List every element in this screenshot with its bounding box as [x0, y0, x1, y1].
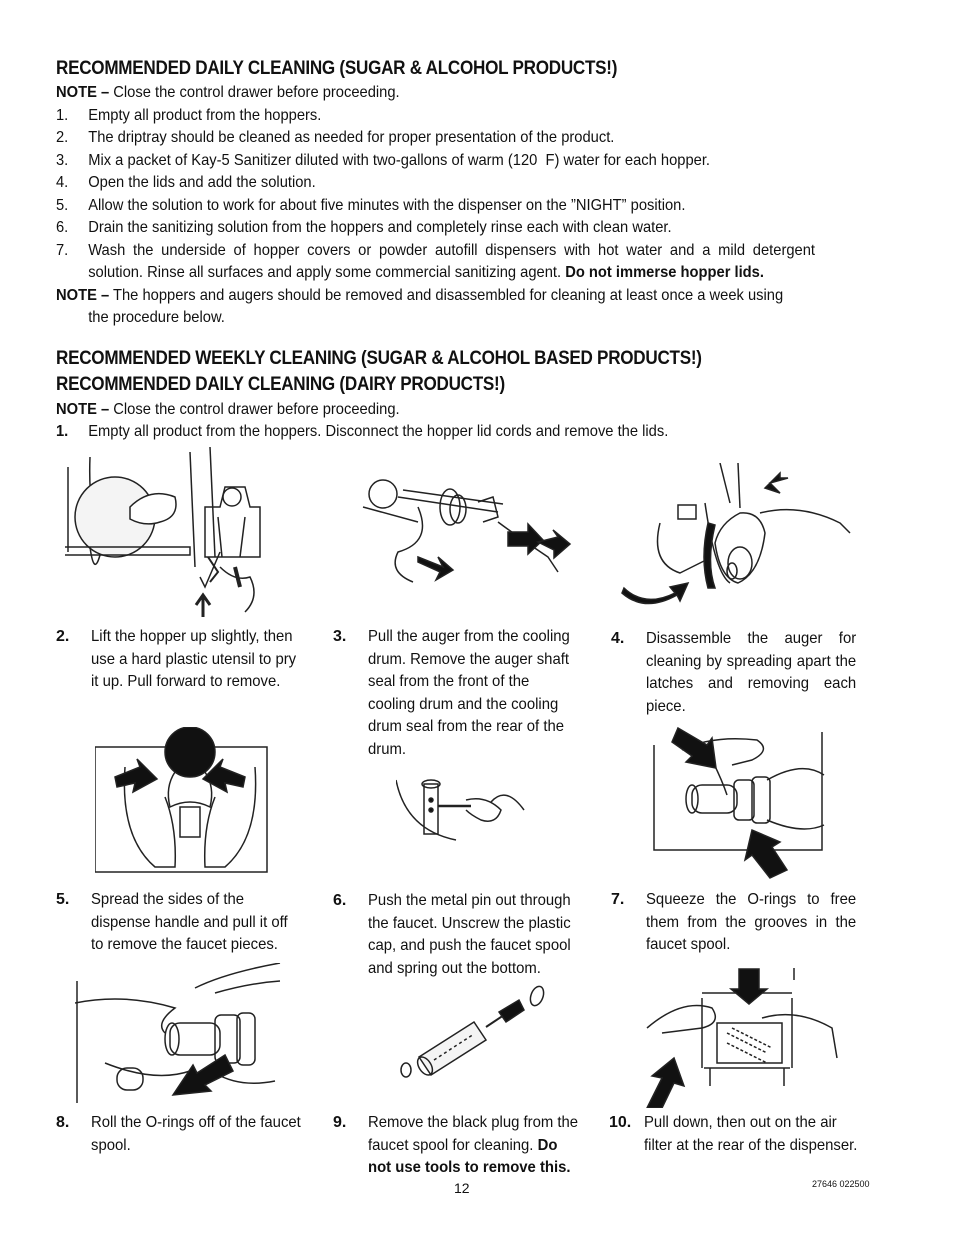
faucet-pin-illustration: [396, 770, 526, 850]
auger-disassemble-illustration: [620, 463, 855, 608]
handle-spread-illustration: [95, 727, 270, 877]
section-heading-daily-sugar: RECOMMENDED DAILY CLEANING (SUGAR & ALCOHOL PRODUCTS!): [56, 58, 618, 79]
note-text: Close the control drawer before proceeding.: [109, 84, 400, 101]
o-ring-roll-illustration: [75, 963, 285, 1108]
section-heading-weekly: RECOMMENDED WEEKLY CLEANING (SUGAR & ALCOHOL BASED PRODUCTS!): [56, 348, 702, 369]
section-heading-dairy: RECOMMENDED DAILY CLEANING (DAIRY PRODUCTS!): [56, 374, 505, 395]
black-plug-illustration: [394, 982, 554, 1082]
note-line: NOTE – Close the control drawer before proceeding.: [56, 401, 400, 418]
auger-pull-illustration: [358, 462, 578, 597]
warning-text: Do not immerse hopper lids.: [565, 264, 764, 281]
air-filter-illustration: [642, 968, 842, 1108]
warning-text: Do not use tools to remove this.: [368, 1136, 571, 1176]
o-ring-squeeze-illustration: [652, 720, 827, 885]
hopper-removal-illustration: [60, 447, 280, 622]
document-code: 27646 022500: [812, 1179, 870, 1189]
note-line: [56, 82, 792, 105]
note-label: NOTE –: [56, 84, 110, 101]
manual-page: RECOMMENDED DAILY CLEANING (SUGAR & ALCOHOL PRODUCTS!) NOTE – Close the control drawer before proceeding. 1. Empty all product from the hoppers. 2. The driptray should be cleaned as needed for proper presentation of the product. 3. Mix a packet of Kay-5 Sanitizer diluted with two-gallons of warm (120 F) water for each hopper. 4. Open the lids and add the solution. 5. Allow the solution to work for about five minutes with the dispenser on the ”NIGHT” position. 6. Drain the sanitizing solution from the hoppers and completely rinse each with clean water. 7. Wash the underside of hopper covers or powder autofill dispensers with hot water and a mild detergent solution. Rinse all surfaces and apply some commercial sanitizing agent. Do not immerse hopper lids. NOTE – The hoppers and augers should be removed and disassembled for cleaning at least once a week using the procedure below. RECOMMENDED WEEKLY CLEANING (SUGAR & ALCOHOL BASED PRODUCTS!) RECOMMENDED DAILY CLEANING (DAIRY PRODUCTS!) NOTE – Close the control drawer before proceeding. 1. Empty all product from the hoppers. Disconnect the hopper lid cords and remove the lids. 2. Lift the hopper up slightly, then use a hard plastic utensil to pry it up. Pull forward to remove. 3. Pull the auger from the cooling drum. Remove the auger shaft seal from the front of the cooling drum and the cooling drum seal from the rear of the drum. 4. Disassemble the auger for cleaning by spreading apart the latches and removing each piece. 5. Spread the sides of the dispense handle and pull it off to remove the faucet pieces. 6. Push the metal pin out through the faucet. Unscrew the plastic cap, and push the faucet spool and spring out the bottom. 7. Squeeze the O-rings to free them from the grooves in the faucet spool. 8. Roll the O-rings off of the faucet spool. 9. Remove the black plug from the faucet spool for cleaning. Do not use tools to remove this. 10. Pull down, then out on the air filter at the rear of the dispenser. 12 27646 022500: [56, 58, 870, 1196]
page-number: 12: [454, 1180, 470, 1196]
